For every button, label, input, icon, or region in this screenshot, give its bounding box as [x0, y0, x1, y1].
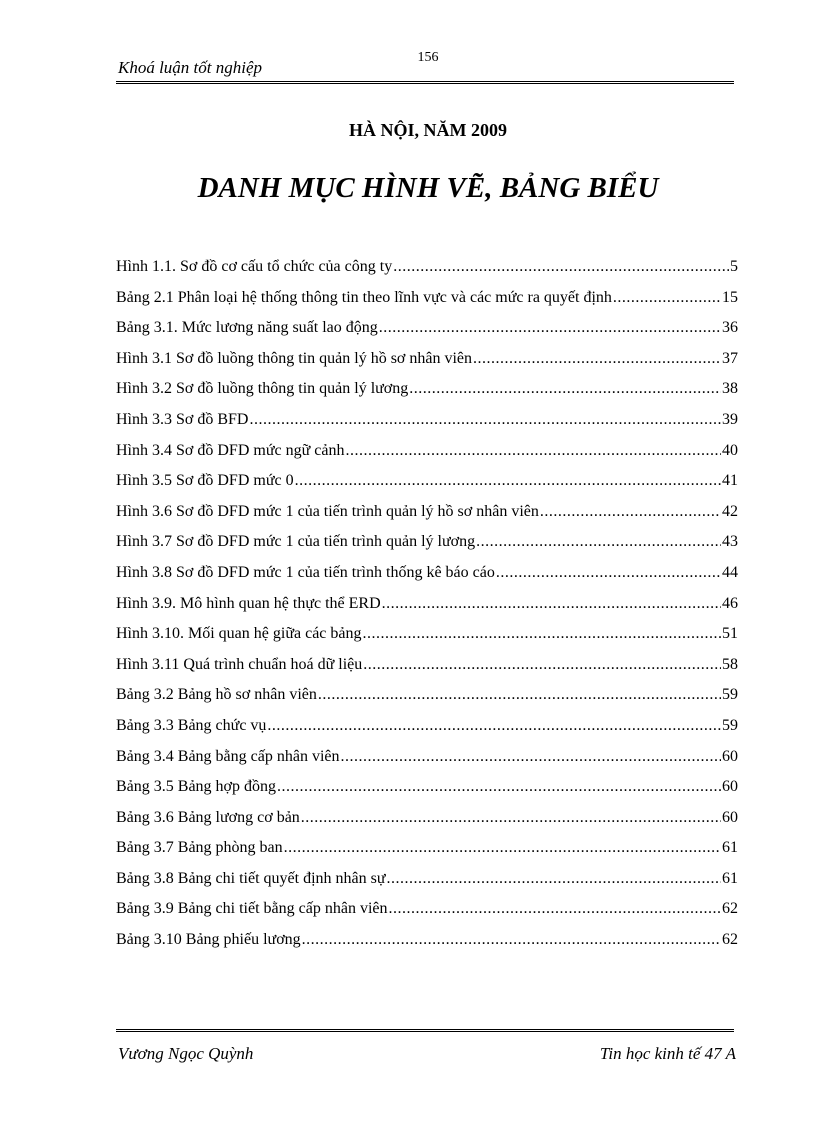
toc-entry-label: Hình 3.7 Sơ đồ DFD mức 1 của tiến trình quản lý lương — [116, 533, 476, 551]
toc-entry — [116, 625, 738, 656]
toc-entry-label: Hình 3.6 Sơ đồ DFD mức 1 của tiến trình quản lý hồ sơ nhân viên — [116, 502, 539, 520]
toc-entry-page: 40 — [722, 441, 738, 459]
toc-entry-label: Bảng 2.1 Phân loại hệ thống thông tin theo lĩnh vực và các mức ra quyết định — [116, 288, 612, 306]
toc-entry — [116, 472, 738, 503]
toc-entry-page: 61 — [722, 839, 738, 857]
toc-entry-label: Hình 3.5 Sơ đồ DFD mức 0 — [116, 472, 294, 490]
toc-entry-label: Hình 3.4 Sơ đồ DFD mức ngữ cảnh — [116, 441, 345, 459]
dot-leader — [379, 319, 721, 337]
toc-entry-label: Hình 3.10. Mối quan hệ giữa các bảng — [116, 625, 362, 643]
toc-entry-label: Hình 3.9. Mô hình quan hệ thực thể ERD — [116, 594, 381, 612]
toc-entry — [116, 748, 738, 779]
figure-table-list — [116, 258, 738, 962]
toc-entry-label: Hình 3.2 Sơ đồ luồng thông tin quản lý lương — [116, 380, 409, 398]
dot-leader — [267, 717, 721, 735]
toc-entry-page: 38 — [722, 380, 738, 398]
toc-entry-page: 59 — [722, 716, 738, 734]
toc-entry-page: 62 — [722, 931, 738, 949]
toc-entry-page: 36 — [722, 319, 738, 337]
toc-entry — [116, 350, 738, 381]
header-rule — [116, 81, 734, 84]
toc-entry-page: 59 — [722, 686, 738, 704]
toc-entry-label: Hình 1.1. Sơ đồ cơ cấu tổ chức của công ty — [116, 258, 393, 275]
page-number: 156 — [417, 50, 439, 65]
toc-entry — [116, 839, 738, 870]
toc-entry-label: Bảng 3.4 Bảng bằng cấp nhân viên — [116, 747, 340, 765]
toc-entry — [116, 931, 738, 962]
dot-leader — [382, 595, 721, 613]
dot-leader — [388, 900, 721, 918]
dot-leader — [393, 258, 729, 276]
dot-leader — [302, 931, 721, 949]
toc-entry-page: 41 — [722, 472, 738, 490]
dot-leader — [249, 411, 721, 429]
list-title: DANH MỤC HÌNH VẼ, BẢNG BIỂU — [197, 172, 659, 204]
dot-leader — [363, 656, 721, 674]
toc-entry — [116, 717, 738, 748]
toc-entry — [116, 564, 738, 595]
dot-leader — [387, 870, 721, 888]
toc-entry-label: Bảng 3.1. Mức lương năng suất lao động — [116, 319, 378, 337]
toc-entry-label: Bảng 3.2 Bảng hồ sơ nhân viên — [116, 686, 317, 704]
toc-entry-page: 60 — [722, 747, 738, 765]
toc-entry-label: Bảng 3.10 Bảng phiếu lương — [116, 931, 301, 949]
toc-entry — [116, 503, 738, 534]
dot-leader — [409, 380, 721, 398]
toc-entry — [116, 809, 738, 840]
toc-entry-label: Bảng 3.9 Bảng chi tiết bằng cấp nhân viên — [116, 900, 388, 918]
dot-leader — [363, 625, 722, 643]
dot-leader — [341, 748, 722, 766]
dot-leader — [473, 350, 721, 368]
toc-entry-label: Bảng 3.5 Bảng hợp đồng — [116, 778, 277, 796]
toc-entry-page: 43 — [722, 533, 738, 551]
toc-entry — [116, 686, 738, 717]
toc-entry — [116, 778, 738, 809]
toc-entry — [116, 380, 738, 411]
toc-entry-page: 46 — [722, 594, 738, 612]
toc-entry-page: 61 — [722, 869, 738, 887]
toc-entry-page: 42 — [722, 502, 738, 520]
toc-entry-label: Hình 3.11 Quá trình chuẩn hoá dữ liệu — [116, 655, 363, 673]
toc-entry — [116, 258, 738, 289]
toc-entry-page: 60 — [722, 778, 738, 796]
toc-entry — [116, 900, 738, 931]
toc-entry-label: Bảng 3.8 Bảng chi tiết quyết định nhân sự — [116, 869, 386, 887]
dot-leader — [295, 472, 721, 490]
footer-author: Vương Ngọc Quỳnh — [118, 1044, 254, 1063]
toc-entry-page: 39 — [722, 410, 738, 428]
toc-entry — [116, 289, 738, 320]
toc-entry — [116, 595, 738, 626]
toc-entry — [116, 533, 738, 564]
toc-entry — [116, 656, 738, 687]
dot-leader — [345, 442, 721, 460]
toc-entry-page: 51 — [722, 625, 738, 643]
toc-entry-page: 60 — [722, 808, 738, 826]
toc-entry-label: Hình 3.1 Sơ đồ luồng thông tin quản lý hồ sơ nhân viên — [116, 349, 473, 367]
dot-leader — [613, 289, 721, 307]
toc-entry — [116, 442, 738, 473]
toc-entry-label: Hình 3.8 Sơ đồ DFD mức 1 của tiến trình thống kê báo cáo — [116, 563, 495, 581]
toc-entry-page: 5 — [730, 258, 738, 275]
toc-entry-page: 37 — [722, 349, 738, 367]
toc-entry — [116, 319, 738, 350]
footer-rule — [116, 1029, 734, 1032]
dot-leader — [476, 533, 721, 551]
dot-leader — [496, 564, 721, 582]
toc-entry-label: Bảng 3.7 Bảng phòng ban — [116, 839, 283, 857]
toc-entry-page: 58 — [722, 655, 738, 673]
toc-entry-page: 15 — [722, 288, 738, 306]
dot-leader — [540, 503, 721, 521]
footer-class: Tin học kinh tế 47 A — [599, 1044, 736, 1063]
toc-entry-label: Hình 3.3 Sơ đồ BFD — [116, 410, 249, 428]
toc-entry — [116, 411, 738, 442]
toc-entry — [116, 870, 738, 901]
toc-entry-page: 44 — [722, 563, 738, 581]
dot-leader — [284, 839, 721, 857]
dot-leader — [318, 686, 721, 704]
toc-entry-label: Bảng 3.3 Bảng chức vụ — [116, 716, 267, 734]
city-year: HÀ NỘI, NĂM 2009 — [349, 120, 507, 140]
toc-entry-label: Bảng 3.6 Bảng lương cơ bản — [116, 808, 300, 826]
dot-leader — [301, 809, 721, 827]
header-title: Khoá luận tốt nghiệp — [118, 58, 263, 77]
toc-entry-page: 62 — [722, 900, 738, 918]
dot-leader — [277, 778, 721, 796]
